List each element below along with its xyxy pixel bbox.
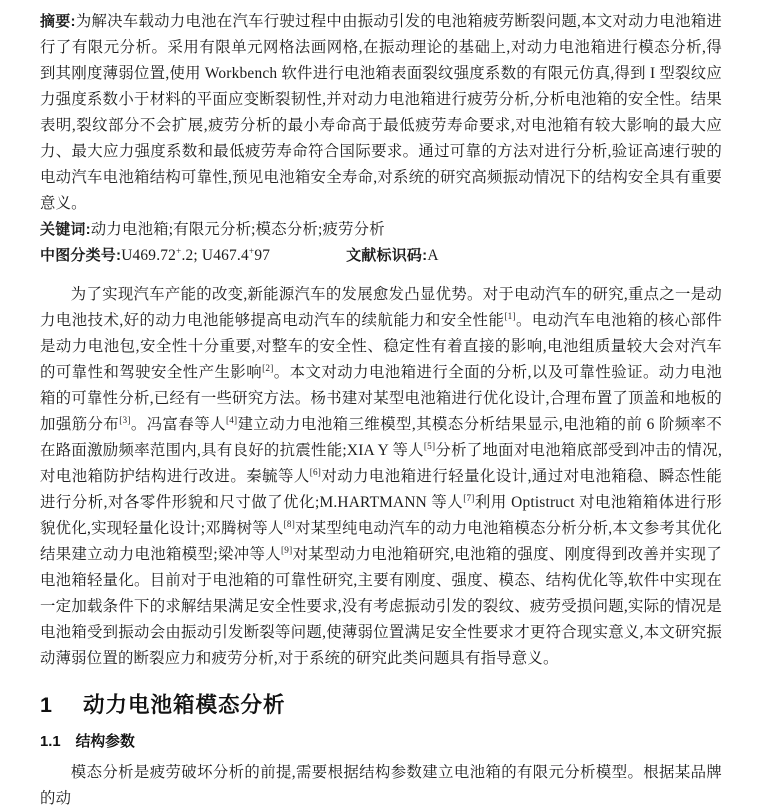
- subsection-number: 1.1: [40, 734, 61, 750]
- keywords-label: 关键词:: [40, 221, 91, 238]
- abstract-label: 摘要:: [40, 13, 76, 30]
- introduction-paragraph: 为了实现汽车产能的改变,新能源汽车的发展愈发凸显优势。对于电动汽车的研究,重点之一是动力电池技术,好的动力电池能够提高电动汽车的续航能力和安全性能[1]。电动汽车电池箱的核心部件是动力电池包,安全性十分重要,对整车的安全性、稳定性有着直接的影响,电池组质量较大会对汽车的可靠性和驾驶安全性产生影响[2]。本文对动力电池箱进行全面的分析,以及可靠性验证。动力电池箱的可靠性分析,已经有一些研究方法。杨书建对某型电池箱进行优化设计,合理布置了顶盖和地板的加强筋分布[3]。冯富春等人[4]建立动力电池箱三维模型,其模态分析结果显示,电池箱的前 6 阶频率不在路面激励频率范围内,具有良好的抗震性能;XIA Y 等人[5]分析了地面对电池箱底部受到冲击的情况,对电池箱防护结构进行改进。秦毓等人[6]对动力电池箱进行轻量化设计,通过对电池箱稳、瞬态性能进行分析,对各零件形貌和尺寸做了优化;M.HARTMANN 等人[7]利用 Optistruct 对电池箱箱体进行形貌优化,实现轻量化设计;邓腾树等人[8]对某型纯电动汽车的动力电池箱模态分析分析,本文参考其优化结果建立动力电池箱模型;梁冲等人[9]对某型动力电池箱研究,电池箱的强度、刚度得到改善并实现了电池箱轻量化。目前对于电池箱的可靠性研究,主要有刚度、强度、模态、结构优化等,软件中实现在一定加载条件下的求解结果满足安全性要求,没有考虑振动引发的裂纹、疲劳受损问题,实际的情况是电池箱受到振动会由振动引发断裂等问题,使薄弱位置满足安全性要求才更符合现实意义,本文研究振动薄弱位置的断裂应力和疲劳分析,对于系统的研究此类问题具有指导意义。: [40, 286, 723, 667]
- clc-value: U469.72+.2; U467.4+97: [121, 245, 271, 264]
- subsection-heading-1-1: [40, 730, 722, 751]
- abstract-text: 为解决车载动力电池在汽车行驶过程中由振动引发的电池箱疲劳断裂问题,本文对动力电池箱进行了有限元分析。采用有限单元网格法画网格,在振动理论的基础上,对动力电池箱进行模态分析,得到其刚度薄弱位置,使用 Workbench 软件进行电池箱表面裂纹强度系数的有限元仿真,得到 I 型裂纹应力强度系数小于材料的平面应变断裂韧性,并对动力电池箱进行疲劳分析,分析电池箱的安全性。结果表明,裂纹部分不会扩展,疲劳分析的最小寿命高于最低疲劳寿命要求,对电池箱有较大影响的最大应力、最大应力强度系数和最低疲劳寿命符合国际要求。通过可靠的方法对进行分析,验证高速行驶的电动汽车电池箱结构可靠性,预见电池箱安全寿命,对系统的研究高频振动情况下的结构安全具有重要意义。: [40, 13, 722, 212]
- keywords-text: 动力电池箱;有限元分析;模态分析;疲劳分析: [90, 221, 385, 238]
- doc-code-value: A: [427, 247, 439, 264]
- section-number: 1: [40, 693, 53, 717]
- clc-label: 中图分类号:: [40, 247, 122, 264]
- section-heading-1: [40, 688, 722, 719]
- abstract-paragraph: [40, 9, 722, 217]
- keywords-line: [40, 217, 722, 243]
- classification-line: [40, 243, 722, 269]
- doc-code-label: 文献标识码:: [346, 247, 428, 264]
- section-title: 动力电池箱模态分析: [82, 693, 286, 717]
- subsection-title: 结构参数: [75, 734, 135, 750]
- structure-parameters-paragraph: 模态分析是疲劳破坏分析的前提,需要根据结构参数建立电池箱的有限元分析模型。根据某品牌的动: [40, 764, 722, 807]
